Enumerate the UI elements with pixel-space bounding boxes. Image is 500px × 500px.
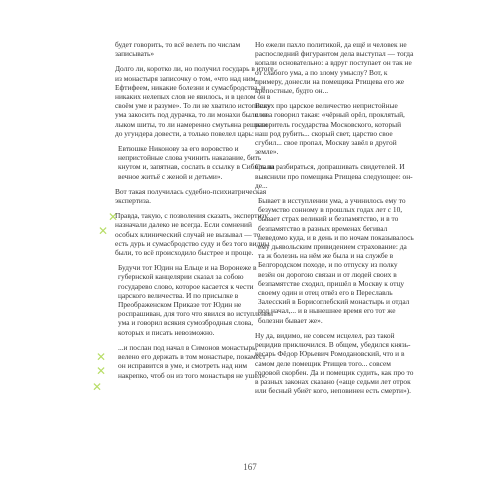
- left-text-column: [115, 40, 275, 386]
- quote-paragraph: Евтюшке Никонову за его воровство и непристойные слова учинить наказание, бить кнутом и, запятнав, сослать в ссылку в Сибирь на вечное житьё с женой и детьми».: [118, 144, 275, 181]
- right-text-column: [255, 40, 415, 401]
- page-number: 167: [243, 462, 257, 472]
- quote-paragraph: Будучи тот Юдин на Ельце и на Воронеже в губернской канцелярии сказал за собою государево слово, которое касается к чести царского величества. И по присылке в Преображенском Приказе тот Юдин не роспрашиван, для того что явился во иступлении ума и говорил всякия сумозбродныя слова, которых и писать невозможно.: [118, 263, 273, 337]
- green-cross-mark-icon: ✕: [96, 350, 107, 364]
- paragraph: будет говорить, то всё велеть по числам записывать»: [115, 40, 241, 59]
- green-cross-mark-icon: ✕: [96, 364, 107, 378]
- paragraph: Ну да, видимо, не совсем исцелел, раз такой рецидив приключился. В общем, убедился князь-кесарь Фёдор Юрьевич Ромодановский, что и в самом деле помещик Ртищев того... совсем головой скорбен. Да и помещик судить, как про то в разных законах сказано («аще седьми лет отрок или бесный убиёт кого, неповинен есть смерти»).: [255, 330, 414, 396]
- green-cross-mark-icon: ✕: [108, 210, 119, 224]
- green-cross-mark-icon: ✕: [92, 380, 103, 394]
- quote-paragraph: Бывает в исступлении ума, а учинилось ему то безумство сонному в прошлых годах лет с 10, бывает страх великий и безпамятство, и в то безпамятство в разных временах бегивал неведомо куда, и в день и по ночам показывалось ему дьявольским привидением страхование: да та ж болезнь на нём же была и на службе в Белгородском походе, и по отпуску из полку везён он дорогою связан и от людей своих в безпамятстве сходил, пришёл в Москву к отцу своему один и отец отвёз его в Переславль Залесский в Борисоглебский монастырь и отдал под начал,... и в нынешнее время его тот же болезни бывает же».: [258, 196, 414, 325]
- quote-paragraph: ...и послан под начал в Симонов монастырь, велено его держать в том монастыре, покамест он исправится в уме, и смотреть над ним накрепко, чтоб он из того монастыря не ушел».: [118, 342, 267, 380]
- paragraph: Вслух про царское величество непристойные слова говорил такая: «чёрный орёл, проклятый, разоритель государства Московского, который наш род рубить... скорый свет, царство свое сгубил... свое пропал, Москву завёл в другой земле».: [255, 101, 405, 157]
- green-cross-mark-icon: ✕: [98, 224, 109, 238]
- paragraph: Но ежели пахло политикой, да ещё и человек не распоследний фигурантом дела выступал — тогда копали основательно: а вдруг поступает он так не от слабого ума, а по злому умыслу? Вот, к примеру, донесли на помещика Ртищева его же крепостные, будто он...: [255, 40, 414, 96]
- paragraph: Долго ли, коротко ли, но получил государь в итоге из монастыря записочку о том, «что над ним, Ефтифеем, никакие болезни и сумасбродства, и никаких нелепых слов не явилось, и в целом он в своём уме и разуме». То ли не хватило истопнику ума закосить под дурачка, то ли монахи были не лыком шиты, то ли намеренно смутьяна решили до угундера довести, а только повелел царь:: [115, 64, 274, 138]
- paragraph: Стали разбираться, допрашивать свидетелей. И выяснили про помещика Ртищева следующее: он-де...: [255, 162, 413, 190]
- paragraph: Вот такая получилась судебно-психиатрическая экспертиза.: [115, 186, 267, 206]
- paragraph: Правда, такую, с позволения сказать, экспертизу назначали далеко не всегда. Если сомнений особых клинический случай не вызывал — то есть дурь и сумасбродство суду и без того видны были, то всё происходило быстрее и проще.: [115, 211, 270, 258]
